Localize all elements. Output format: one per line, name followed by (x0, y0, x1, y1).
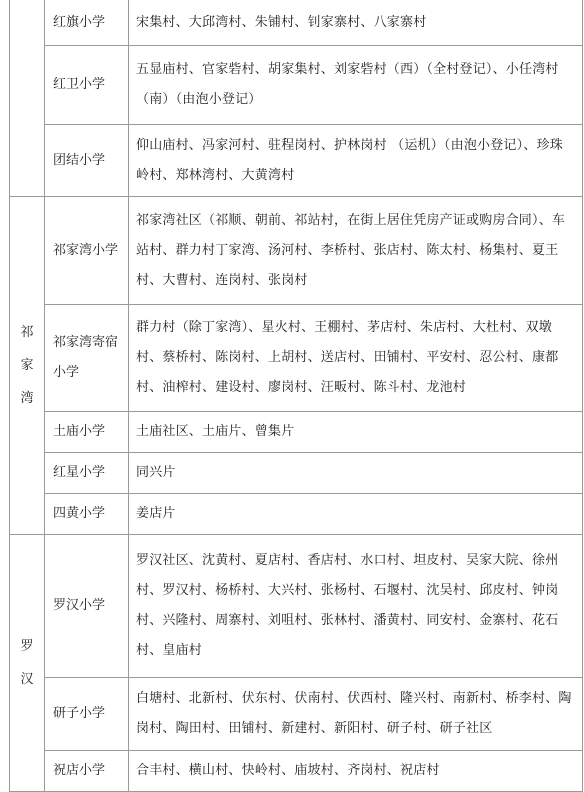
school-name-cell: 四黄小学 (45, 494, 129, 535)
school-name-cell: 研子小学 (45, 678, 129, 751)
town-name-char: 汉 (20, 672, 34, 687)
school-name-cell: 红旗小学 (45, 0, 129, 46)
school-name-cell: 罗汉小学 (45, 535, 129, 678)
school-name-cell: 土庙小学 (45, 412, 129, 453)
village-list-cell: 罗汉社区、沈黄村、夏店村、香店村、水口村、坦皮村、吴家大院、徐州村、罗汉村、杨桥村、大兴村、张杨村、石堰村、沈吴村、邱皮村、钟岗村、兴隆村、周寨村、刘咀村、张林村、潘黄村、同安村、金寨村、花石村、皇庙村 (129, 535, 583, 678)
village-list-cell: 白塘村、北新村、伏东村、伏南村、伏西村、隆兴村、南新村、桥李村、陶岗村、陶田村、田铺村、新建村、新阳村、研子村、研子社区 (129, 678, 583, 751)
town-name-char: 罗 (20, 639, 34, 654)
village-list-cell: 姜店片 (129, 494, 583, 535)
school-name-cell: 祁家湾寄宿小学 (45, 305, 129, 412)
village-list-cell: 祁家湾社区（祁顺、朝前、祁站村，在街上居住凭房产证或购房合同）、车站村、群力村丁家湾、汤河村、李桥村、张店村、陈太村、杨集村、夏王村、大曹村、连岗村、张岗村 (129, 197, 583, 305)
table-row (10, 0, 583, 46)
village-list-cell: 五显庙村、官家砦村、胡家集村、刘家砦村（西）（全村登记）、小任湾村（南）（由泡小登记） (129, 46, 583, 125)
town-name-cell (10, 535, 45, 792)
town-name-cell (10, 197, 45, 535)
town-name-char: 湾 (20, 391, 34, 406)
village-list-cell: 土庙社区、土庙片、曾集片 (129, 412, 583, 453)
table-row (10, 412, 583, 453)
village-list-cell: 宋集村、大邱湾村、朱铺村、钊家寨村、八家寨村 (129, 0, 583, 46)
school-district-table (9, 0, 583, 792)
village-list-cell: 群力村（除丁家湾）、星火村、王棚村、茅店村、朱店村、大杜村、双墩村、蔡桥村、陈岗村、上胡村、送店村、田铺村、平安村、忍公村、康都村、油榨村、建设村、廖岗村、汪畈村、陈斗村、龙池村 (129, 305, 583, 412)
school-name-cell: 祝店小学 (45, 751, 129, 792)
table-row (10, 751, 583, 792)
table-row (10, 125, 583, 197)
table-row (10, 535, 583, 678)
village-list-cell: 同兴片 (129, 453, 583, 494)
school-name-cell: 红卫小学 (45, 46, 129, 125)
table-row (10, 494, 583, 535)
town-name-char: 祁 (20, 325, 34, 340)
town-name-char: 家 (20, 358, 34, 373)
table-row (10, 46, 583, 125)
school-name-cell: 祁家湾小学 (45, 197, 129, 305)
table-row (10, 453, 583, 494)
village-list-cell: 仰山庙村、冯家河村、驻程岗村、护林岗村 （运机）（由泡小登记）、珍珠岭村、郑林湾村、大黄湾村 (129, 125, 583, 197)
table-row (10, 678, 583, 751)
town-cell-continued (10, 0, 45, 197)
table-row (10, 197, 583, 305)
village-list-cell: 合丰村、横山村、快岭村、庙坡村、齐岗村、祝店村 (129, 751, 583, 792)
school-name-cell: 红星小学 (45, 453, 129, 494)
table-row (10, 305, 583, 412)
school-name-cell: 团结小学 (45, 125, 129, 197)
